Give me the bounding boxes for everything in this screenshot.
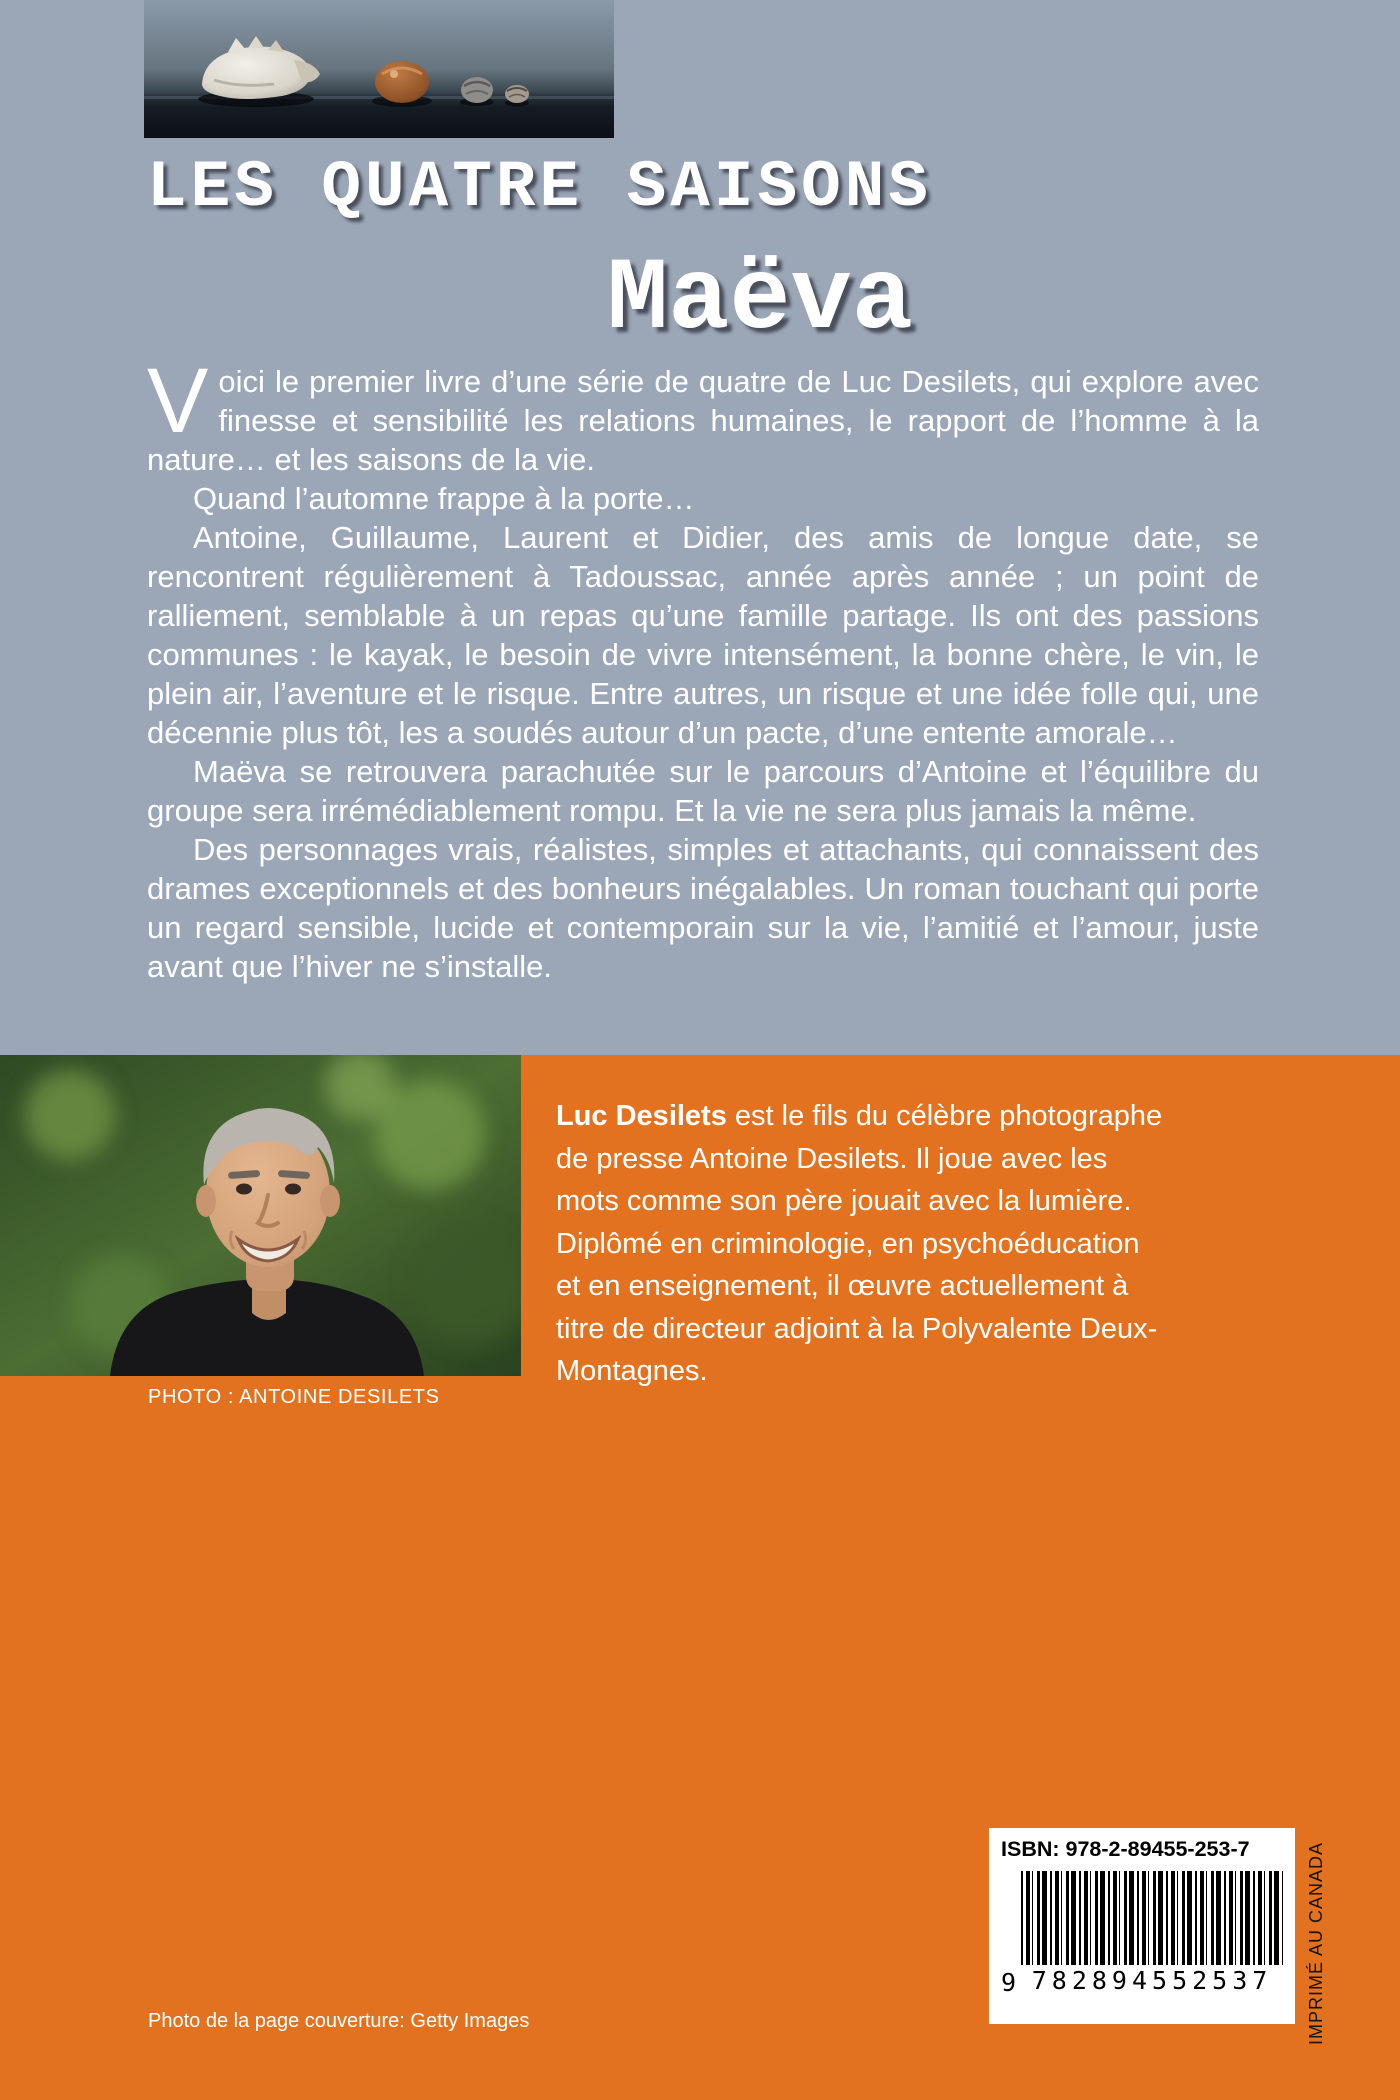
synopsis-paragraph-4: Maëva se retrouvera parachutée sur le parcours d’Antoine et l’équilibre du groupe sera irrémédiablement rompu. Et la vie ne sera plus jamais la même. — [147, 754, 1259, 828]
book-title: Maëva — [606, 242, 914, 358]
bottom-section — [0, 1055, 1400, 2100]
small-snail-shell — [461, 77, 493, 103]
series-title: LES QUATRE SAISONS — [147, 150, 932, 225]
synopsis-paragraph-2: Quand l’automne frappe à la porte… — [193, 481, 695, 516]
barcode — [1021, 1871, 1283, 1965]
cover-photo-credit: Photo de la page couverture: Getty Images — [148, 2010, 530, 2032]
dropcap-letter: V — [147, 350, 209, 452]
author-photo-caption: PHOTO : ANTOINE DESILETS — [148, 1386, 440, 1408]
seashells-photo — [144, 0, 614, 138]
author-name: Luc Desilets — [556, 1100, 727, 1132]
tiny-shell — [505, 85, 529, 103]
orange-shell — [375, 61, 429, 103]
printed-in-canada-label: IMPRIMÉ AU CANADA — [1306, 1841, 1326, 2045]
barcode-row — [1001, 1871, 1283, 1995]
synopsis-paragraph-1-text: oici le premier livre d’une série de quatre de Luc Desilets, qui explore avec finesse et sensibilité les relations humaines, le rapport de l’homme à la nature… et les saisons de la vie. — [147, 364, 1259, 477]
synopsis-paragraph-3: Antoine, Guillaume, Laurent et Didier, des amis de longue date, se rencontrent régulièrement à Tadoussac, année après année ; un point de ralliement, semblable à un repas qu’une famille partage. Ils ont des passions communes : le kayak, le besoin de vivre intensément, la bonne chère, le vin, le plein air, l’aventure et le risque. Entre autres, un risque et une idée folle qui, une décennie plus tôt, les a soudés autour d’un pacte, d’une entente amorale… — [147, 520, 1259, 750]
synopsis-paragraph-1 — [147, 350, 1259, 479]
barcode-digits: 782894552537 — [1031, 1966, 1273, 1995]
author-bio — [556, 1095, 1168, 1393]
isbn-block — [989, 1828, 1295, 2024]
isbn-number: ISBN: 978-2-89455-253-7 — [1001, 1837, 1250, 1861]
synopsis — [147, 350, 1259, 986]
barcode-column — [1021, 1871, 1283, 1995]
seashells-illustration — [144, 0, 614, 138]
synopsis-paragraph-5: Des personnages vrais, réalistes, simples et attachants, qui connaissent des drames exceptionnels et des bonheurs inégalables. Un roman touchant qui porte un regard sensible, lucide et contemporain sur la vie, l’amitié et l’amour, juste avant que l’hiver ne s’installe. — [147, 832, 1259, 984]
author-portrait-illustration — [0, 1055, 521, 1376]
barcode-lead-digit: 9 — [1001, 1967, 1017, 1997]
author-bio-text: est le fils du célèbre photographe de presse Antoine Desilets. Il joue avec les mots comme son père jouait avec la lumière. Diplômé en criminologie, en psychoéducation et en enseignement, il œuvre actuellement à titre de directeur adjoint à la Polyvalente Deux-Montagnes. — [556, 1100, 1163, 1387]
author-photo — [0, 1055, 521, 1376]
